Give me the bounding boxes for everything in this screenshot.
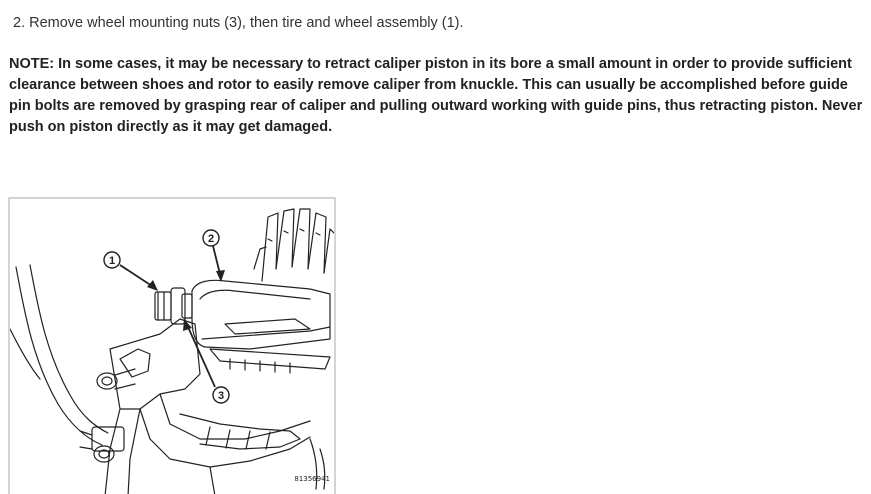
svg-text:3: 3	[217, 390, 225, 402]
note-paragraph: NOTE: In some cases, it may be necessary to retract caliper piston in its bore a small amount in order to provide sufficient clearance between shoes and rotor to easily remove caliper from knuckle. This can usually be accomplished before guide pin bolts are removed by grasping rear of caliper and pulling outward working with guide pins, thus retracting piston. Never push on piston directly as it may get damaged.	[9, 56, 863, 135]
callout-3-leader	[188, 327, 215, 387]
step-instruction: 2. Remove wheel mounting nuts (3), then tire and wheel assembly (1).	[13, 15, 464, 31]
callout-1-leader	[120, 265, 152, 286]
svg-text:2: 2	[207, 233, 215, 245]
callout-2	[203, 230, 225, 282]
hub-flange	[180, 414, 300, 449]
callout-3-arrowhead	[183, 319, 192, 331]
svg-text:1: 1	[108, 255, 116, 267]
brake-hose-line-inner	[30, 265, 108, 433]
lower-bracket-bolt	[92, 427, 124, 451]
bolt-head-left	[97, 373, 117, 389]
callout-2-leader	[213, 246, 220, 274]
callout-1	[104, 252, 158, 291]
caliper-illustration	[8, 197, 336, 494]
caliper-line-drawing	[10, 199, 336, 494]
brake-pad-edge	[210, 349, 330, 369]
figure-id-label: 81356941	[294, 475, 330, 483]
callout-1-arrowhead	[147, 280, 158, 291]
brake-hose-line	[16, 267, 102, 445]
